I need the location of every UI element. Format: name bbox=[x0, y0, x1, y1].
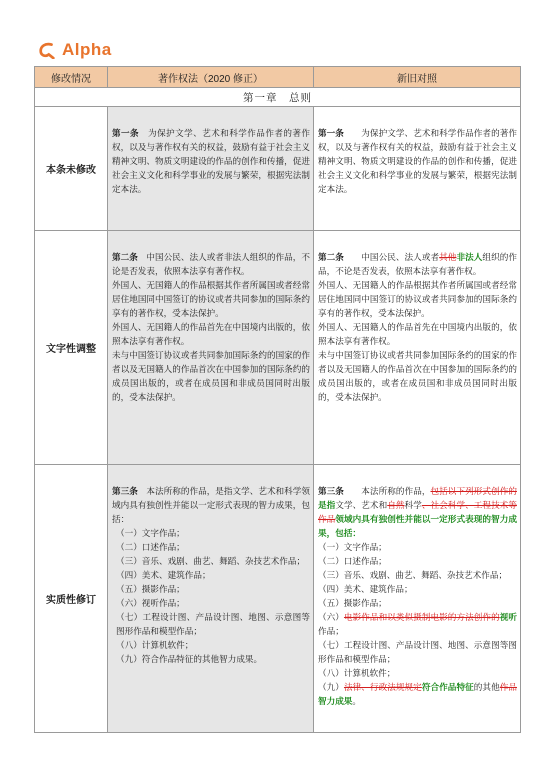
article-text: 本法所称的作品，是指文学、艺术和科学领域内具有独创性并能以一定形式表现的智力成果，包括： bbox=[112, 487, 310, 525]
comparison-table bbox=[34, 66, 521, 733]
unchanged-text: 外国人、无国籍人的作品首先在中国境内出版的，依照本法享有著作权。 bbox=[318, 323, 517, 347]
article-number: 第三条 bbox=[112, 487, 138, 497]
unchanged-text: 的其他 bbox=[473, 683, 500, 693]
law-cell bbox=[108, 107, 314, 231]
row-status: 本条未修改 bbox=[35, 107, 108, 231]
law-paragraph bbox=[112, 349, 310, 405]
article-text: （五）摄影作品； bbox=[116, 585, 185, 595]
brand-logo bbox=[38, 40, 112, 60]
unchanged-text: （六） bbox=[318, 613, 344, 623]
compare-paragraph bbox=[318, 321, 517, 349]
compare-paragraph bbox=[318, 541, 517, 555]
inserted-text: 视听 bbox=[499, 613, 517, 623]
deleted-text: 法律、行政法规规定 bbox=[343, 683, 422, 693]
article-text: （七）工程设计图、产品设计图、地图、示意图等图形作品和模型作品； bbox=[116, 613, 310, 637]
compare-paragraph bbox=[318, 681, 517, 709]
law-paragraph bbox=[112, 639, 310, 653]
table-row bbox=[35, 465, 521, 733]
unchanged-text: （九） bbox=[318, 683, 344, 693]
chapter-row bbox=[35, 88, 521, 107]
deleted-text: 、社会科学、工程技术等作品 bbox=[318, 501, 517, 525]
law-paragraph bbox=[112, 611, 310, 639]
article-text: （三）音乐、戏剧、曲艺、舞蹈、杂技艺术作品； bbox=[116, 557, 306, 567]
law-paragraph bbox=[112, 279, 310, 321]
row-status: 文字性调整 bbox=[35, 231, 108, 465]
compare-paragraph bbox=[318, 251, 517, 279]
law-paragraph bbox=[112, 527, 310, 541]
unchanged-text: 外国人、无国籍人的作品根据其作者所属国或者经常居住地国同中国签订的协议或者共同参加的国际条约享有的著作权，受本法保护。 bbox=[318, 281, 517, 319]
compare-paragraph bbox=[318, 555, 517, 569]
article-text: （一）文字作品； bbox=[116, 529, 185, 539]
compare-paragraph bbox=[318, 279, 517, 321]
unchanged-text: 中国公民、法人或者 bbox=[343, 253, 440, 263]
article-text: 未与中国签订协议或者共同参加国际条约的国家的作者以及无国籍人的作品首次在中国参加的国际条约的成员国出版的，或者在成员国和非成员国同时出版的，受本法保护。 bbox=[112, 351, 310, 403]
article-number: 第二条 bbox=[318, 253, 344, 263]
deleted-text: 自然 bbox=[387, 501, 405, 511]
inserted-text: 领域内具有独创性并能以一定形式表现的智力成果，包括： bbox=[318, 515, 517, 539]
compare-paragraph bbox=[318, 667, 517, 681]
deleted-text: 其他 bbox=[439, 253, 457, 263]
article-text: （八）计算机软件； bbox=[116, 641, 194, 651]
law-paragraph bbox=[112, 653, 310, 667]
deleted-text: 电影作品和以类似摄制电影的方法创作的 bbox=[343, 613, 500, 623]
unchanged-text: 未与中国签订协议或者共同参加国际条约的国家的作者以及无国籍人的作品首次在中国参加的国际条约的成员国出版的，或者在成员国和非成员国同时出版的，受本法保护。 bbox=[318, 351, 517, 403]
header-status: 修改情况 bbox=[35, 67, 108, 88]
table-row bbox=[35, 107, 521, 231]
compare-cell bbox=[314, 107, 521, 231]
article-text: （二）口述作品； bbox=[116, 543, 185, 553]
unchanged-text: （七）工程设计图、产品设计图、地图、示意图等图形作品和模型作品； bbox=[318, 641, 517, 665]
row-status: 实质性修订 bbox=[35, 465, 108, 733]
inserted-text: 是指 bbox=[318, 501, 336, 511]
brand-name: Alpha bbox=[62, 40, 112, 59]
unchanged-text: 文学、艺术和 bbox=[335, 501, 388, 511]
table-header-row bbox=[35, 67, 521, 88]
unchanged-text: （四）美术、建筑作品； bbox=[318, 585, 413, 595]
unchanged-text: （一）文字作品； bbox=[318, 543, 387, 553]
law-paragraph bbox=[112, 485, 310, 527]
compare-paragraph bbox=[318, 597, 517, 611]
compare-paragraph bbox=[318, 569, 517, 583]
deleted-text: 作品 bbox=[499, 683, 517, 693]
article-number: 第三条 bbox=[318, 487, 344, 497]
unchanged-text: （三）音乐、戏剧、曲艺、舞蹈、杂技艺术作品； bbox=[318, 571, 508, 581]
law-paragraph bbox=[112, 569, 310, 583]
compare-cell bbox=[314, 231, 521, 465]
article-text: （六）视听作品； bbox=[116, 599, 185, 609]
article-text: （四）美术、建筑作品； bbox=[116, 571, 211, 581]
inserted-text: 非法人 bbox=[456, 253, 483, 263]
alpha-logo-icon bbox=[38, 41, 56, 59]
unchanged-text: （五）摄影作品； bbox=[318, 599, 387, 609]
law-paragraph bbox=[112, 127, 310, 197]
law-paragraph bbox=[112, 541, 310, 555]
article-text: 为保护文学、艺术和科学作品作者的著作权，以及与著作权有关的权益，鼓励有益于社会主义精神文明、物质文明建设的作品的创作和传播，促进社会主义文化和科学事业的发展与繁荣，根据宪法制定本法。 bbox=[112, 129, 310, 195]
compare-paragraph bbox=[318, 639, 517, 667]
compare-paragraph bbox=[318, 583, 517, 597]
unchanged-text: （二）口述作品； bbox=[318, 557, 387, 567]
law-paragraph bbox=[112, 321, 310, 349]
unchanged-text: 为保护文学、艺术和科学作品作者的著作权，以及与著作权有关的权益，鼓励有益于社会主义精神文明、物质文明建设的作品的创作和传播，促进社会主义文化和科学事业的发展与繁荣，根据宪法制定本法。 bbox=[318, 129, 517, 195]
inserted-text: 符合作品特征 bbox=[421, 683, 474, 693]
article-text: （九）符合作品特征的其他智力成果。 bbox=[116, 655, 263, 665]
table-row bbox=[35, 231, 521, 465]
law-cell bbox=[108, 465, 314, 733]
unchanged-text: 科学 bbox=[404, 501, 422, 511]
compare-paragraph bbox=[318, 485, 517, 541]
article-number: 第二条 bbox=[112, 253, 138, 263]
law-paragraph bbox=[112, 555, 310, 569]
inserted-text: 智力成果 bbox=[318, 697, 353, 707]
compare-paragraph bbox=[318, 349, 517, 405]
law-paragraph bbox=[112, 251, 310, 279]
deleted-text: 包括以下列形式创作的 bbox=[430, 487, 517, 497]
header-compare: 新旧对照 bbox=[314, 67, 521, 88]
law-paragraph bbox=[112, 583, 310, 597]
unchanged-text: 组织的作品，不论是否发表，依照本法享有著作权。 bbox=[318, 253, 517, 277]
header-law: 著作权法（2020 修正） bbox=[108, 67, 314, 88]
compare-cell bbox=[314, 465, 521, 733]
article-text: 外国人、无国籍人的作品根据其作者所属国或者经常居住地国同中国签订的协议或者共同参加的国际条约享有的著作权，受本法保护。 bbox=[112, 281, 310, 319]
unchanged-text: 作品； bbox=[318, 627, 344, 637]
chapter-title: 第一章 总则 bbox=[35, 88, 521, 107]
law-cell bbox=[108, 231, 314, 465]
law-paragraph bbox=[112, 597, 310, 611]
compare-paragraph bbox=[318, 611, 517, 639]
article-text: 外国人、无国籍人的作品首先在中国境内出版的，依照本法享有著作权。 bbox=[112, 323, 310, 347]
unchanged-text: 本法所称的作品， bbox=[343, 487, 431, 497]
compare-paragraph bbox=[318, 127, 517, 197]
article-number: 第一条 bbox=[112, 129, 140, 139]
article-number: 第一条 bbox=[318, 129, 344, 139]
unchanged-text: 。 bbox=[352, 697, 361, 707]
unchanged-text: （八）计算机软件； bbox=[318, 669, 396, 679]
article-text: 中国公民、法人或者非法人组织的作品，不论是否发表，依照本法享有著作权。 bbox=[112, 253, 310, 277]
